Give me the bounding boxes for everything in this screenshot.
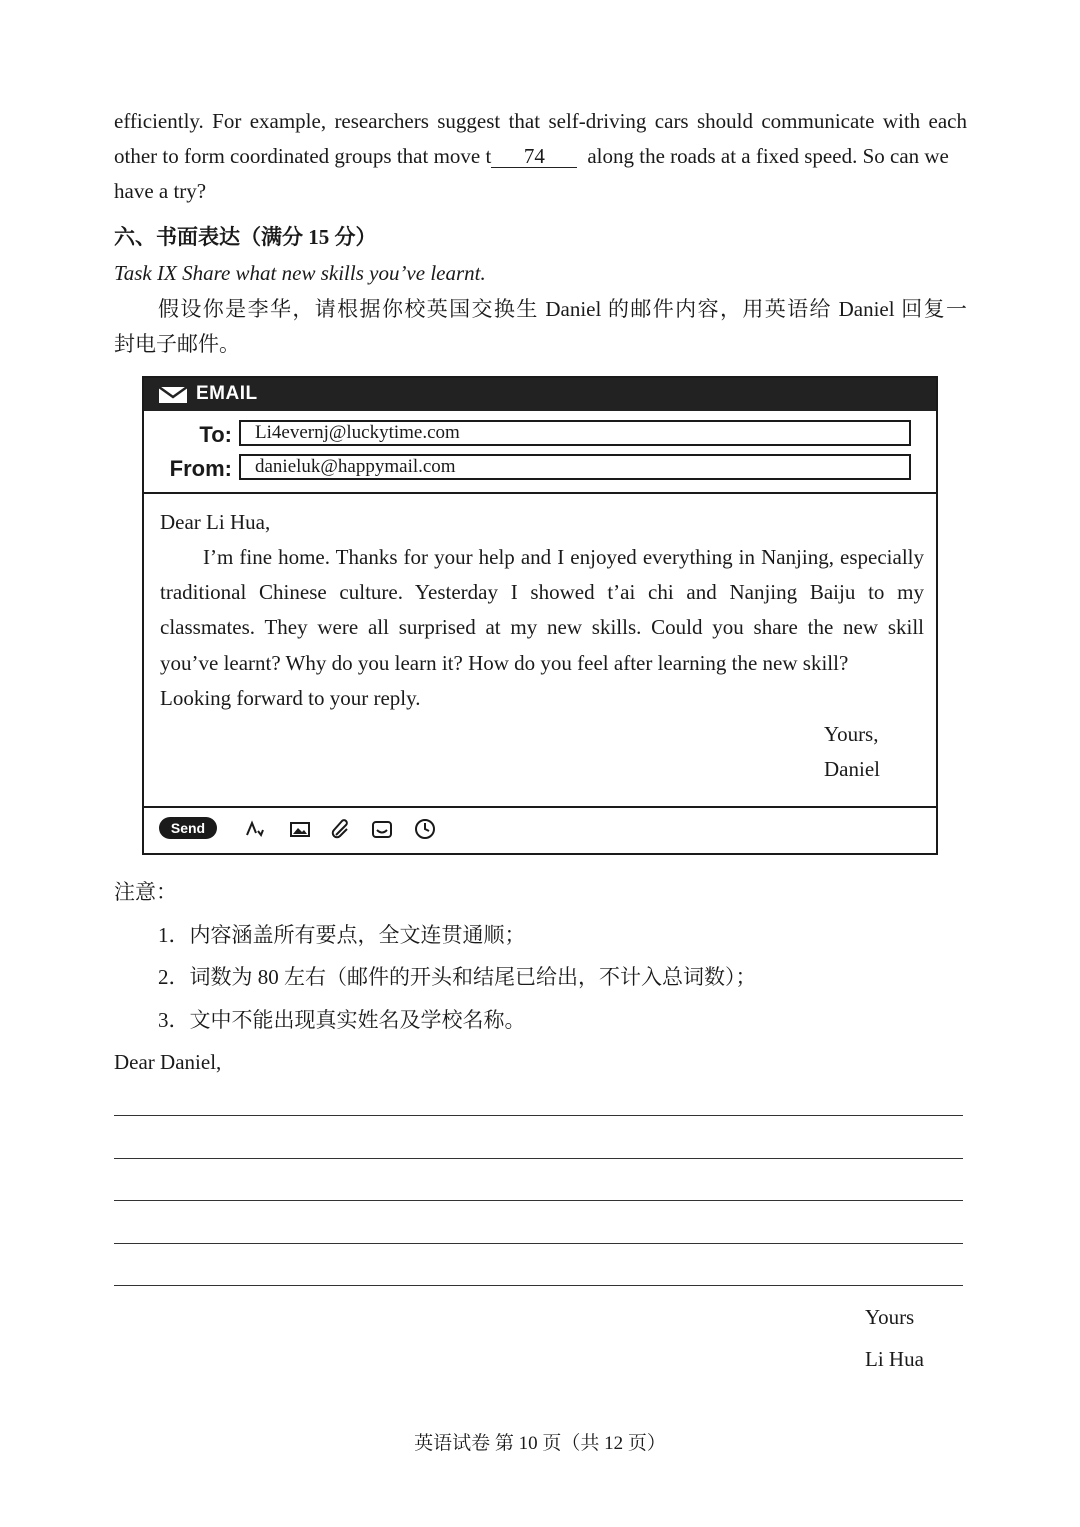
writing-line[interactable] — [114, 1158, 963, 1159]
email-body-line-1: I’m fine home. Thanks for your help and I enjoyed everything in Nanjing, especially — [203, 545, 924, 569]
image-icon[interactable] — [289, 818, 311, 840]
to-row — [144, 420, 936, 450]
clock-icon[interactable] — [414, 818, 436, 840]
note-item-3: 3．文中不能出现真实姓名及学校名称。 — [158, 1008, 526, 1032]
from-row — [144, 454, 936, 484]
passage-line-2 — [114, 143, 967, 169]
instruction-line-1: 假设你是李华，请根据你校英国交换生 Daniel 的邮件内容，用英语给 Daniel 回复一 — [158, 297, 967, 321]
writing-line[interactable] — [114, 1200, 963, 1201]
header-divider — [144, 492, 936, 494]
emoji-icon[interactable] — [371, 818, 393, 840]
answer-closing: Yours — [865, 1305, 915, 1329]
to-field[interactable]: Li4evernj@luckytime.com — [239, 420, 911, 446]
email-body-line-5: Looking forward to your reply. — [160, 686, 421, 710]
email-header-title: EMAIL — [196, 383, 258, 404]
envelope-icon — [158, 386, 188, 404]
instruction-line-2: 封电子邮件。 — [114, 332, 240, 356]
email-toolbar — [144, 805, 936, 853]
from-field[interactable]: danieluk@happymail.com — [239, 454, 911, 480]
answer-signature: Li Hua — [865, 1347, 924, 1371]
writing-line[interactable] — [114, 1115, 963, 1116]
passage-line-3: have a try? — [114, 179, 207, 203]
text-format-icon[interactable] — [244, 818, 266, 840]
task-title: Task IX Share what new skills you’ve learnt. — [114, 261, 486, 285]
page-footer: 英语试卷 第 10 页（共 12 页） — [414, 1433, 666, 1454]
note-item-1: 1．内容涵盖所有要点，全文连贯通顺； — [158, 923, 526, 947]
send-button[interactable]: Send — [159, 817, 217, 839]
notes-label: 注意： — [114, 880, 177, 904]
blank-74[interactable]: 74 — [491, 145, 577, 168]
email-greeting: Dear Li Hua, — [160, 510, 271, 534]
to-label: To: — [199, 422, 232, 447]
passage-line-2-after: along the roads at a fixed speed. So can we — [587, 144, 949, 168]
email-body-line-3: classmates. They were all surprised at my new skills. Could you share the new skill — [160, 615, 924, 639]
passage-line-2-before: other to form coordinated groups that move t — [114, 144, 492, 168]
section-title: 六、书面表达（满分 15 分） — [114, 225, 377, 249]
email-body-line-4: you’ve learnt? Why do you learn it? How do you feel after learning the new skill? — [160, 651, 849, 675]
answer-greeting: Dear Daniel, — [114, 1050, 222, 1074]
note-item-2: 2．词数为 80 左右（邮件的开头和结尾已给出，不计入总词数）； — [158, 965, 757, 989]
email-signature: Daniel — [824, 757, 880, 781]
writing-line[interactable] — [114, 1243, 963, 1244]
writing-line[interactable] — [114, 1285, 963, 1286]
email-closing: Yours, — [824, 722, 879, 746]
from-label: From: — [169, 456, 232, 481]
passage-line-1: efficiently. For example, researchers suggest that self-driving cars should communicate with each — [114, 109, 967, 133]
email-body-line-2: traditional Chinese culture. Yesterday I showed t’ai chi and Nanjing Baiju to my — [160, 580, 924, 604]
email-window — [142, 376, 938, 855]
email-header — [144, 378, 936, 411]
attach-icon[interactable] — [330, 818, 352, 840]
